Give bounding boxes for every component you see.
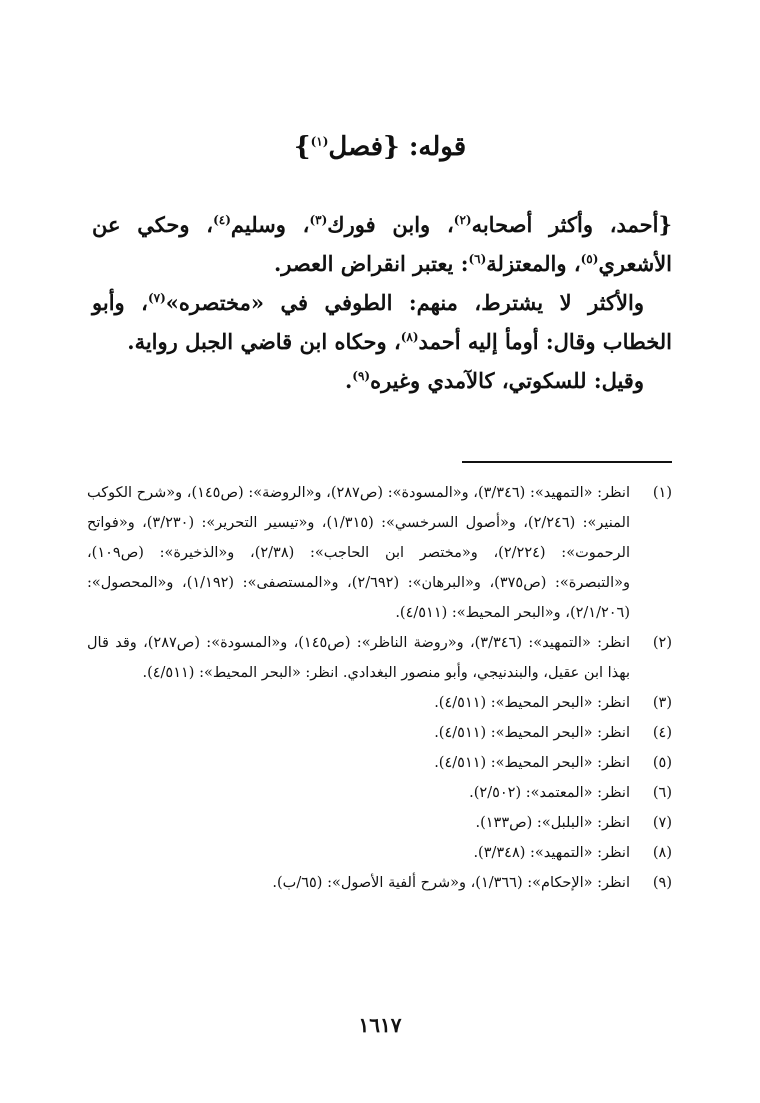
footnote-ref: (٢): [453, 213, 472, 227]
footnote-number: (٢): [652, 635, 672, 651]
footnotes: [87, 478, 672, 898]
footnote-item: [87, 778, 672, 808]
footnote-item: [87, 478, 672, 628]
text-segment: ، وأبو الخطاب وقال: أومأ إليه أحمد: [92, 290, 672, 354]
footnote-text: انظر: «التمهيد»: (٣/٣٤٦)، و«المسودة»: (ص٢٨٧)، و«الروضة»: (ص١٤٥)، و«شرح الكوكب المنير»: (٢/٢٤٦)، و«أصول السرخسي»: (١/٣١٥)، و«تيسير التحرير»: (٣/٢٣٠)، و«فواتح الرحموت»: (٢/٢٢٤)، و«مختصر ابن الحاجب»: (٢/٣٨)، و«الذخيرة»: (ص١٠٩)، و«التبصرة»: (ص٣٧٥)، و«البرهان»: (٢/٦٩٢)، و«المستصفى»: (١/١٩٢)، و«المحصول»: (٢/١/٢٠٦)، و«البحر المحيط»: (٤/٥١١).: [87, 485, 631, 621]
footnote-number: (٩): [652, 875, 672, 891]
footnote-ref: (٨): [400, 330, 419, 344]
text-segment: ، والمعتزلة: [486, 251, 581, 276]
text-segment: {أحمد، وأكثر أصحابه: [471, 212, 673, 237]
footnote-text: انظر: «الإحكام»: (١/٣٦٦)، و«شرح ألفية الأصول»: (٦٥/ب).: [272, 875, 630, 891]
footnote-text: انظر: «البحر المحيط»: (٤/٥١١).: [434, 695, 630, 711]
footnote-item: [87, 838, 672, 868]
text-segment: : يعتبر انقراض العصر.: [273, 251, 469, 276]
footnote-item: [87, 868, 672, 898]
footnote-text: انظر: «المعتمد»: (٢/٥٠٢).: [469, 785, 630, 801]
footnote-number: (٥): [652, 755, 672, 771]
footnote-ref: (٥): [580, 252, 599, 266]
main-text: [92, 205, 672, 400]
section-heading: [0, 132, 760, 162]
footnote-number: (٤): [652, 725, 672, 741]
text-segment: ، وابن فورك: [327, 212, 454, 237]
footnote-number: (٨): [652, 845, 672, 861]
heading-text: قوله: {فصل: [328, 132, 467, 162]
footnote-ref: (٧): [147, 291, 166, 305]
text-segment: والأكثر لا يشترط، منهم: الطوفي في «مختصره»: [165, 290, 644, 315]
footnote-number: (٦): [652, 785, 672, 801]
page-number: ١٦١٧: [358, 1013, 402, 1037]
footnote-text: انظر: «البحر المحيط»: (٤/٥١١).: [434, 755, 630, 771]
footnote-text: انظر: «التمهيد»: (٣/٣٤٨).: [473, 845, 630, 861]
paragraph: [92, 283, 672, 361]
footnote-text: انظر: «البلبل»: (ص١٣٣).: [475, 815, 630, 831]
footnote-number: (١): [652, 485, 672, 501]
footnote-number: (٧): [652, 815, 672, 831]
text-segment: ، وسليم: [230, 212, 310, 237]
text-segment: وقيل: للسكوتي، كالآمدي وغيره: [370, 368, 644, 393]
footnote-ref: (٩): [352, 369, 371, 383]
footnote-ref: (٣): [309, 213, 328, 227]
text-segment: ، وحكاه ابن قاضي الجبل رواية.: [127, 329, 401, 354]
heading-footnote-ref: (١): [310, 134, 329, 149]
footnote-item: [87, 748, 672, 778]
text-segment: .: [344, 368, 353, 393]
footnote-item: [87, 688, 672, 718]
text-segment: ، وحكي عن الأشعري: [92, 212, 672, 276]
footnote-text: انظر: «البحر المحيط»: (٤/٥١١).: [434, 725, 630, 741]
footnote-text: انظر: «التمهيد»: (٣/٣٤٦)، و«روضة الناظر»: (ص١٤٥)، و«المسودة»: (ص٢٨٧)، وقد قال بهذا ابن عقيل، والبندنيجي، وأبو منصور البغدادي. انظر: «البحر المحيط»: (٤/٥١١).: [87, 635, 630, 681]
paragraph: [92, 361, 672, 400]
footnote-ref: (٦): [468, 252, 487, 266]
footnote-item: [87, 808, 672, 838]
footnote-item: [87, 628, 672, 688]
footnote-ref: (٤): [213, 213, 231, 227]
paragraph: [92, 205, 672, 283]
footnote-number: (٣): [652, 695, 672, 711]
footnote-separator: [462, 461, 672, 463]
heading-close-brace: }: [293, 132, 311, 162]
footnote-item: [87, 718, 672, 748]
